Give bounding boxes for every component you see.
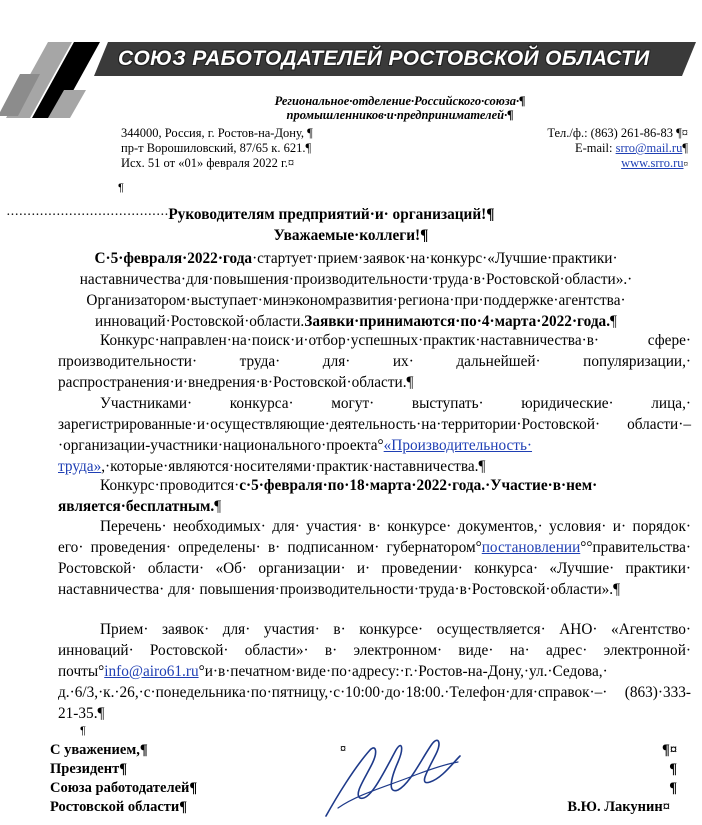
signer-region: Ростовской области¶ bbox=[50, 799, 188, 815]
address-line-1: 344000, Россия, г. Ростов-на-Дону, ¶ bbox=[121, 126, 313, 140]
resolution-link[interactable]: постановлении bbox=[481, 538, 581, 556]
signature-right-marks bbox=[662, 741, 677, 798]
greeting-line-2: Уважаемые·коллеги!¶ bbox=[273, 227, 429, 244]
p4-dates-bold: с·5·февраля·по·18·марта·2022·года.·Участие·в·нем· является·бесплатным. bbox=[58, 477, 598, 515]
right-mark-3: ¶ bbox=[669, 780, 678, 796]
closing-regards: С уважением,¶ bbox=[50, 742, 148, 758]
subhead-line-2: промышленников·и·предпринимателей·¶ bbox=[286, 108, 514, 122]
signer-org: Союза работодателей¶ bbox=[50, 780, 198, 796]
email-line bbox=[575, 141, 688, 156]
email-label: E-mail: bbox=[574, 141, 616, 155]
empty-paragraph-mark: ¶ bbox=[118, 182, 124, 194]
p4-mark: ¶ bbox=[214, 497, 222, 515]
email-link[interactable]: srro@mail.ru bbox=[615, 141, 683, 155]
signer-title: Президент¶ bbox=[50, 761, 128, 777]
p3-text-b: ,·которые·являются·носителями·практик·наставничества.¶ bbox=[101, 457, 486, 475]
greeting-line-1 bbox=[6, 205, 495, 227]
greeting-addressee: Руководителям предприятий·и· организаций!¶ bbox=[168, 206, 495, 223]
right-mark-1: ¶¤ bbox=[662, 742, 678, 758]
site-mark: ¤ bbox=[683, 159, 688, 169]
organization-title: СОЮЗ РАБОТОДАТЕЛЕЙ РОСТОВСКОЙ ОБЛАСТИ bbox=[118, 47, 650, 70]
phone-line: Тел./ф.: (863) 261-86-83 ¶¤ bbox=[547, 126, 688, 140]
site-line bbox=[621, 156, 688, 172]
outgoing-number: Исх. 51 от «01» февраля 2022 г.¤ bbox=[121, 156, 295, 170]
email-mark: ¶ bbox=[682, 141, 688, 155]
paragraph-3 bbox=[58, 394, 691, 478]
empty-paragraph-mark-2: ¶ bbox=[80, 725, 86, 737]
national-project-link[interactable]: «Производительность· труда» bbox=[58, 436, 533, 475]
paragraph-5 bbox=[58, 517, 691, 601]
paragraph-2: Конкурс·направлен·на·поиск·и·отбор·успешных·практик·наставничества·в· сфере· производительности· труда· для· их· дальнейшей· популяризации,· распространения·и·внедрения·в·Ростовской·области.¶ bbox=[58, 332, 691, 391]
signer-name: В.Ю. Лакунин¤ bbox=[567, 799, 670, 815]
address-line-2: пр-т Ворошиловский, 87/65 к. 621.¶ bbox=[121, 141, 312, 155]
paragraph-4 bbox=[58, 476, 691, 518]
signature-left-block bbox=[50, 741, 197, 817]
airo-email-link[interactable]: info@airo61.ru bbox=[104, 662, 199, 680]
p5-text-b: °°правительства· Ростовской· области· «Об· организации· и· проведении· конкурса· «Лучшие· практики· наставничества· для· повышения·производительности·труда·в·Ростовской·области».¶ bbox=[58, 538, 691, 598]
right-mark-2: ¶ bbox=[669, 761, 678, 777]
p6-text-b: °и·в·печатном·виде·по·адресу:·г.·Ростов-на-Дону,·ул.·Седова,· д.·6/3,·к.·26,·с·понедельника·по·пятницу,·с·10:00·до·18:00.·Телефон·для·справок·–· (863)·333-21-35.¶ bbox=[58, 662, 691, 722]
p1-text: ·стартует·прием·заявок·на·конкурс·«Лучшие·практики· наставничества·для·повышения·производительности·труда·в·Ростовской·области».· Организатором·выступает·минэкономразвития·региона·при·поддержке·агентства· инноваций·Ростовской·области. bbox=[79, 250, 633, 330]
subhead-line-1: Региональное·отделение·Российского·союза·¶ bbox=[274, 94, 526, 108]
paragraph-6 bbox=[58, 620, 691, 725]
p5-text-a: Перечень· необходимых· для· участия· в· конкурсе· документов,· условия· и· порядок· его· проведения· определены· в· подписанном· губернатором° bbox=[58, 518, 691, 556]
paragraph-1 bbox=[26, 249, 686, 333]
p1-mark: ¶ bbox=[610, 312, 617, 330]
p6-text-a: Прием· заявок· для· участия· в· конкурсе· осуществляется· АНО· «Агентство· инноваций· Ростовской· области»· в· электронном· виде· на· адрес· электронной· почты° bbox=[58, 621, 691, 680]
p1-date-bold: С·5·февраля·2022·года bbox=[94, 250, 253, 267]
banner-pilcrow: ¶ bbox=[80, 44, 86, 56]
p4-text: Конкурс·проводится· bbox=[100, 477, 240, 494]
website-link[interactable]: www.srro.ru bbox=[621, 156, 684, 170]
cell-mark: ¤ bbox=[340, 743, 347, 755]
handwritten-signature bbox=[318, 728, 468, 823]
p1-deadline-bold: Заявки·принимаются·по·4·марта·2022·года. bbox=[304, 312, 611, 330]
p3-text-a: Участниками· конкурса· могут· выступать· юридические· лица,· зарегистрированные·и·осуществляющие·деятельность·на·территории·Ростовской· области·–·организации-участники·национального·проекта° bbox=[58, 395, 691, 454]
tab-dots: ······································· bbox=[6, 208, 169, 223]
